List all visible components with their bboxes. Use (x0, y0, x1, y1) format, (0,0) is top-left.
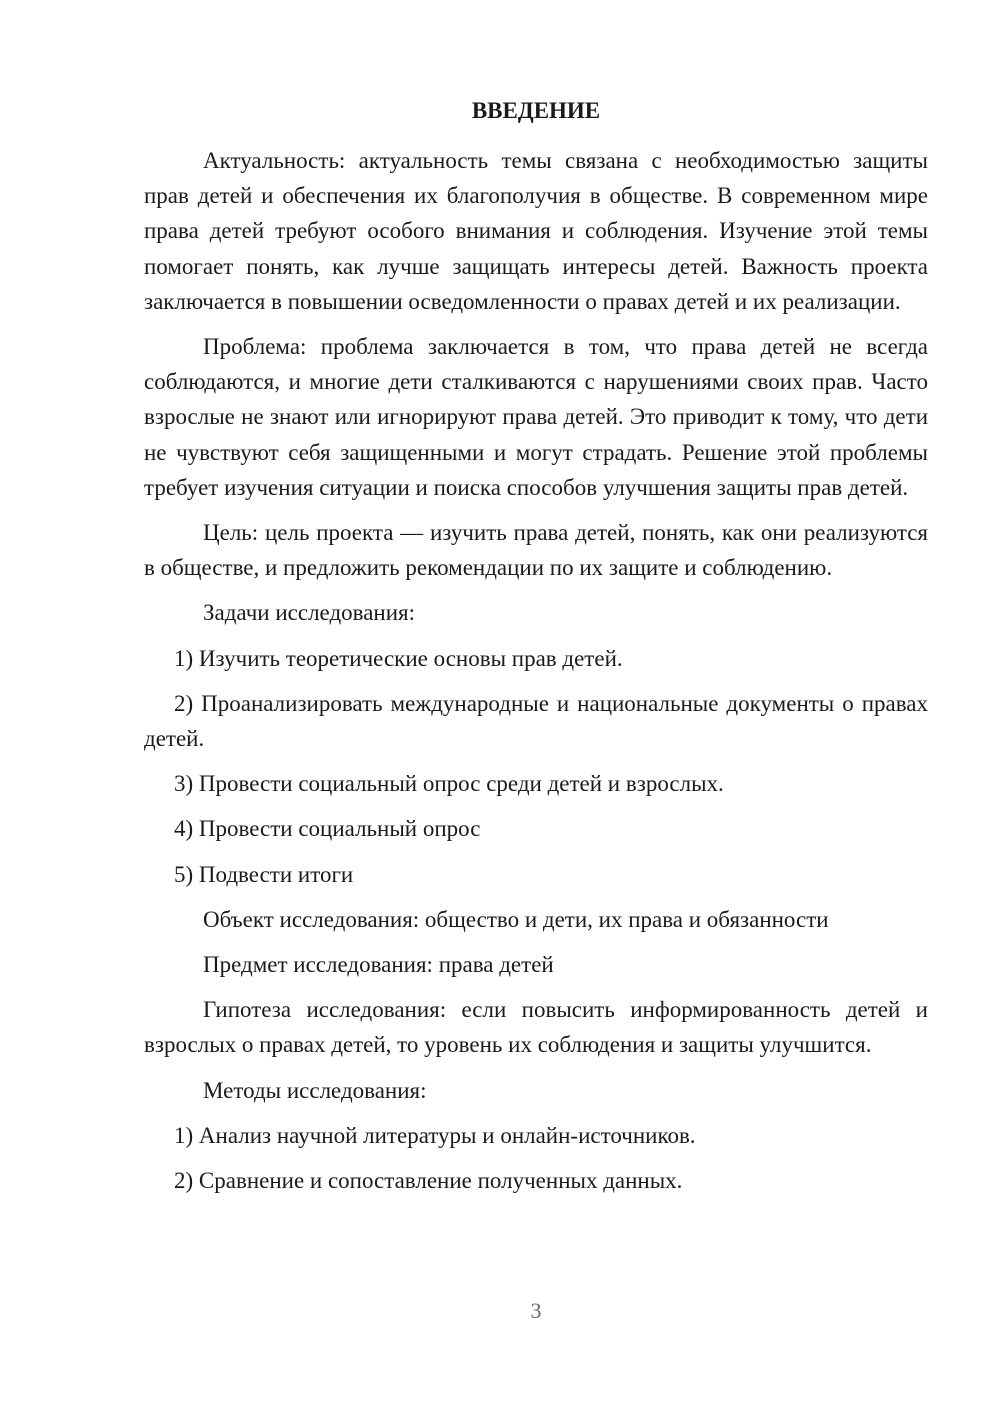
research-subject: Предмет исследования: права детей (203, 952, 554, 978)
research-object: Объект исследования: общество и дети, их права и обязанности (203, 906, 829, 932)
task-item: 5) Подвести итоги (174, 861, 354, 887)
document-page (144, 95, 928, 1208)
page-number: 3 (530, 1298, 542, 1323)
problem-paragraph: Проблема: проблема заключается в том, что права детей не всегда соблюдаются, и многие дети сталкиваются с нарушениями своих прав. Часто взрослые не знают или игнорируют права детей. Это приводит к тому, что дети не чувствуют себя защищенными и могут страдать. Решение этой проблемы требует изучения ситуации и поиска способов улучшения защиты прав детей. (144, 334, 928, 500)
goal-paragraph: Цель: цель проекта — изучить права детей, понять, как они реализуются в обществе, и предложить рекомендации по их защите и соблюдению. (144, 520, 928, 581)
methods-heading: Методы исследования: (203, 1077, 427, 1103)
method-item: 2) Сравнение и сопоставление полученных данных. (174, 1168, 683, 1194)
method-item: 1) Анализ научной литературы и онлайн-источников. (174, 1122, 696, 1148)
task-item: 2) Проанализировать международные и национальные документы о правах детей. (144, 690, 928, 752)
tasks-heading: Задачи исследования: (203, 600, 416, 626)
document-title: ВВЕДЕНИЕ (471, 98, 601, 123)
relevance-paragraph: Актуальность: актуальность темы связана с необходимостью защиты прав детей и обеспечения их благополучия в обществе. В современном мире права детей требуют особого внимания и соблюдения. Изучение этой темы помогает понять, как лучше защищать интересы детей. Важность проекта заключается в повышении осведомленности о правах детей и их реализации. (144, 148, 928, 314)
task-item: 1) Изучить теоретические основы прав детей. (174, 645, 623, 671)
research-hypothesis: Гипотеза исследования: если повысить информированность детей и взрослых о правах детей, то уровень их соблюдения и защиты улучшится. (144, 997, 928, 1058)
task-item: 4) Провести социальный опрос (174, 816, 481, 842)
task-item: 3) Провести социальный опрос среди детей и взрослых. (174, 771, 724, 797)
